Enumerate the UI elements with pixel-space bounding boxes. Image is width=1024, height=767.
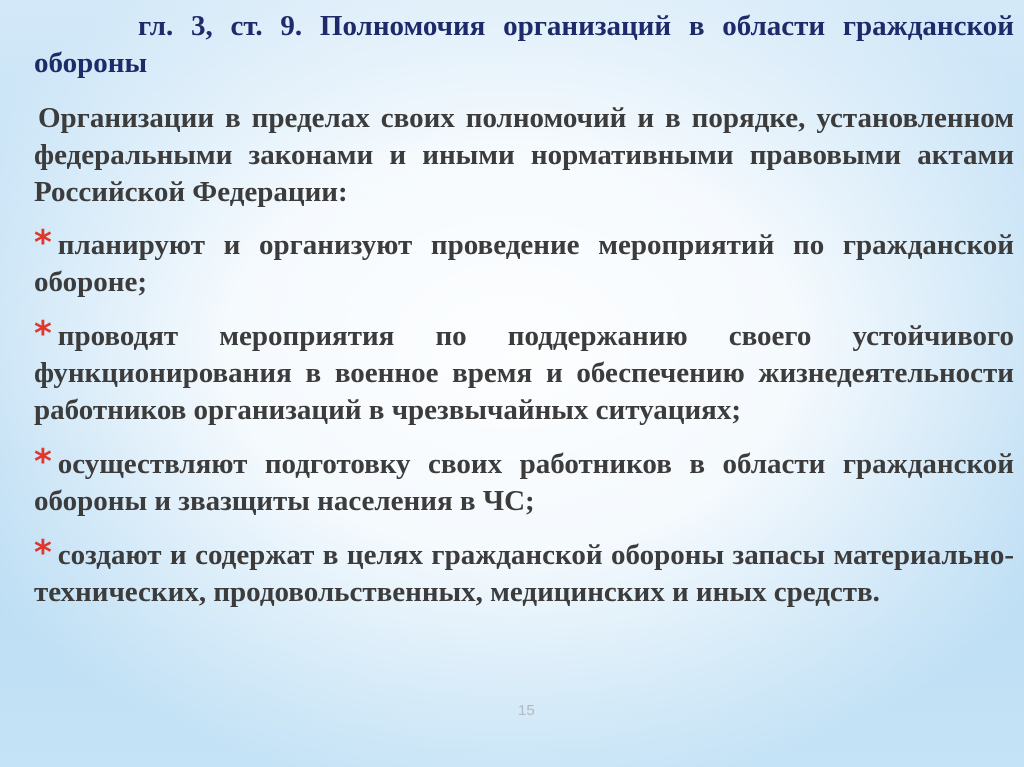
bullet-item: [34, 316, 1014, 429]
asterisk-bullet-icon: *: [34, 442, 52, 482]
asterisk-bullet-icon: *: [34, 223, 52, 263]
bullet-item: [34, 225, 1014, 301]
bullet-item: [34, 535, 1014, 611]
bullet-text: планируют и организуют проведение мероприятий по гражданской обороне;: [34, 229, 1014, 298]
slide-content: [34, 8, 1014, 626]
intro-paragraph: Организации в пределах своих полномочий и в порядке, установленном федеральными законами и иными нормативными правовыми актами Российской Федерации:: [34, 102, 1014, 208]
asterisk-bullet-icon: *: [34, 533, 52, 573]
asterisk-bullet-icon: *: [34, 314, 52, 354]
bullet-text: создают и содержат в целях гражданской обороны запасы материально-технических, продовольственных, медицинских и иных средств.: [34, 539, 1014, 608]
bullet-text: осуществляют подготовку своих работников в области гражданской обороны и звазщиты населения в ЧС;: [34, 448, 1014, 517]
bullet-item: [34, 444, 1014, 520]
slide-heading: гл. 3, ст. 9. Полномочия организаций в области гражданской обороны: [34, 10, 1014, 79]
page-number: 15: [518, 702, 535, 719]
bullet-text: проводят мероприятия по поддержанию своего устойчивого функционирования в военное время и обеспечению жизнедеятельности работников организаций в чрезвычайных ситуациях;: [34, 320, 1014, 426]
